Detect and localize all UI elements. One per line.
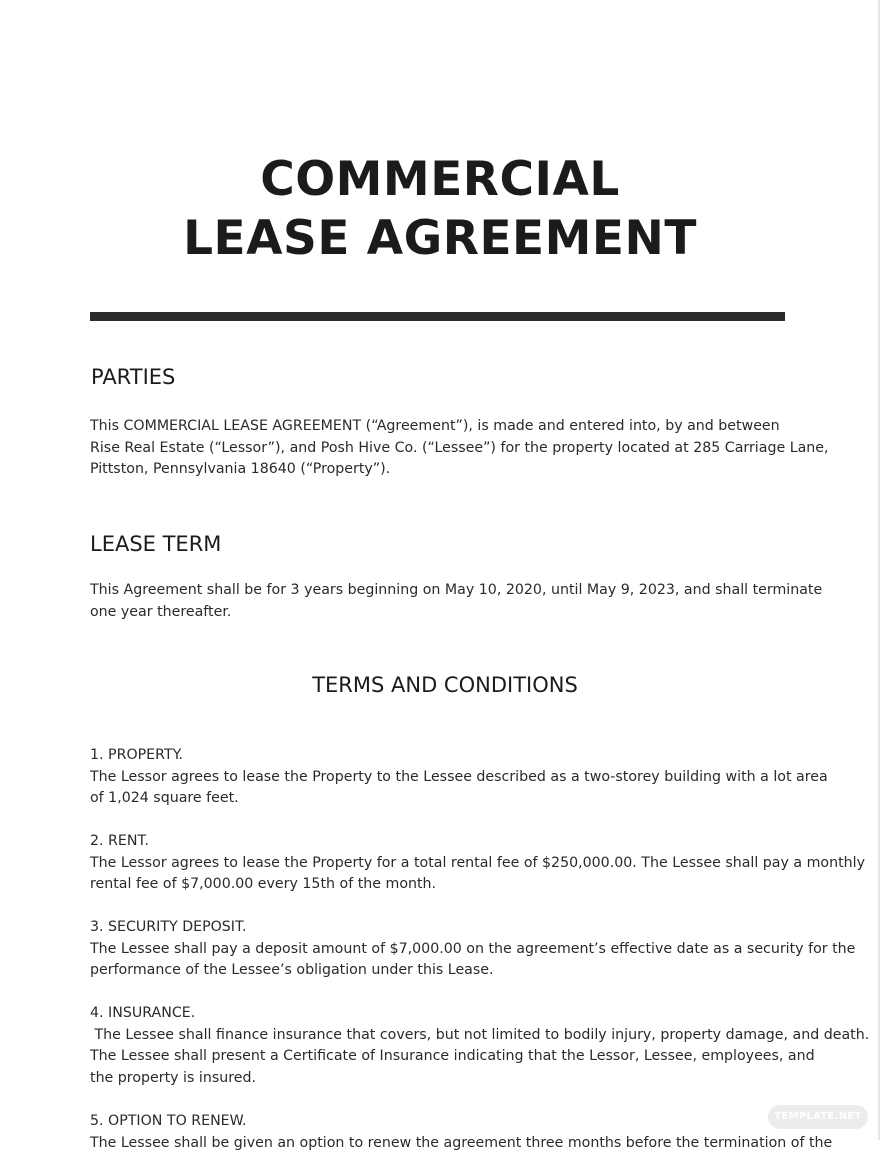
paragraph-line: Rise Real Estate (“Lessor”), and Posh Hive Co. (“Lessee”) for the property located at 285 Carriage Lane, (90, 438, 810, 460)
paragraph-line: rental fee of $7,000.00 every 15th of the month. (90, 874, 810, 896)
document-title (0, 150, 880, 268)
paragraph-line: The Lessor agrees to lease the Property to the Lessee described as a two-storey building with a lot area (90, 767, 810, 789)
paragraph-line: The Lessee shall be given an option to renew the agreement three months before the termination of the (90, 1133, 810, 1154)
paragraph-line: The Lessor agrees to lease the Property for a total rental fee of $250,000.00. The Lessee shall pay a monthly (90, 853, 810, 875)
title-divider (90, 312, 785, 321)
clause-heading: 1. PROPERTY. (90, 745, 810, 767)
lease-term-paragraph (90, 580, 810, 623)
clause-heading: 5. OPTION TO RENEW. (90, 1111, 810, 1133)
parties-paragraph (90, 416, 810, 481)
paragraph-line: The Lessee shall finance insurance that covers, but not limited to bodily injury, property damage, and death. (90, 1025, 810, 1047)
title-line: LEASE AGREEMENT (0, 209, 880, 268)
clause-property (90, 745, 810, 810)
clause-security-deposit (90, 917, 810, 982)
clause-heading: 2. RENT. (90, 831, 810, 853)
paragraph-line: performance of the Lessee’s obligation under this Lease. (90, 960, 810, 982)
clause-insurance (90, 1003, 810, 1089)
paragraph-line: The Lessee shall pay a deposit amount of $7,000.00 on the agreement’s effective date as a security for the (90, 939, 810, 961)
paragraph-line: This COMMERCIAL LEASE AGREEMENT (“Agreement”), is made and entered into, by and between (90, 416, 810, 438)
section-heading-terms: TERMS AND CONDITIONS (0, 672, 880, 698)
paragraph-line: of 1,024 square feet. (90, 788, 810, 810)
title-line: COMMERCIAL (0, 150, 880, 209)
paragraph-line: This Agreement shall be for 3 years beginning on May 10, 2020, until May 9, 2023, and shall terminate (90, 580, 810, 602)
paragraph-line: The Lessee shall present a Certificate of Insurance indicating that the Lessor, Lessee, employees, and (90, 1046, 810, 1068)
template-watermark: TEMPLATE.NET (768, 1105, 868, 1129)
clause-heading: 4. INSURANCE. (90, 1003, 810, 1025)
paragraph-line: Pittston, Pennsylvania 18640 (“Property”). (90, 459, 810, 481)
clause-rent (90, 831, 810, 896)
paragraph-line: one year thereafter. (90, 602, 810, 624)
section-heading-lease-term: LEASE TERM (90, 531, 221, 557)
section-heading-parties: PARTIES (91, 364, 175, 390)
clause-option-to-renew (90, 1111, 810, 1154)
paragraph-line: the property is insured. (90, 1068, 810, 1090)
clause-heading: 3. SECURITY DEPOSIT. (90, 917, 810, 939)
